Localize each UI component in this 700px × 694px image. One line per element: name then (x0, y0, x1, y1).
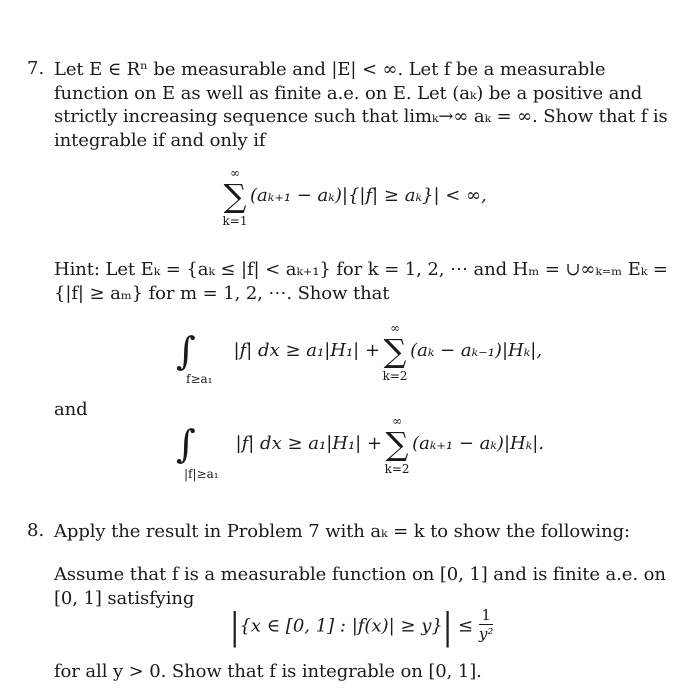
sum-lower-limit: k=2 (382, 369, 408, 383)
integral-subscript: f≥a₁ (186, 372, 213, 386)
problem-8-conclusion: for all y > 0. Show that f is integrable on [0, 1]. (54, 661, 482, 682)
sigma-icon: ∑ (383, 332, 407, 370)
hint-line-2: {|f| ≥ aₘ} for m = 1, 2, ⋯. Show that (54, 282, 390, 304)
fraction-numerator: 1 (479, 606, 494, 625)
main-equation-body: (aₖ₊₁ − aₖ)|{|f| ≥ aₖ}| < ∞, (250, 185, 487, 206)
integral-subscript: |f|≥a₁ (184, 467, 219, 481)
abs-bar-left: | (230, 605, 240, 648)
integral-icon: ∫ f≥a₁ (176, 332, 196, 370)
sum-upper-limit: ∞ (230, 166, 240, 180)
hint-line-1: Hint: Let Eₖ = {aₖ ≤ |f| < aₖ₊₁} for k = 1, 2, ⋯ and Hₘ = ∪∞ₖ₌ₘ Eₖ = (54, 259, 668, 280)
set-expression: {x ∈ [0, 1] : |f(x)| ≥ y} (239, 615, 443, 637)
statement-line-3: strictly increasing sequence such that limₖ→∞ aₖ = ∞. Show that f is (54, 106, 668, 127)
statement-line-2: function on E as well as finite a.e. on E. Let (aₖ) be a positive and (54, 82, 643, 104)
sum-symbol (382, 414, 412, 476)
inequality-2 (176, 414, 545, 481)
sigma-icon: ∑ (223, 177, 247, 215)
integral-icon: ∫ |f|≥a₁ (176, 425, 196, 463)
sum-upper-limit: ∞ (390, 321, 401, 335)
sum-symbol (220, 166, 250, 228)
problem-8-number: 8. (27, 520, 45, 541)
fraction-denominator: y² (478, 625, 494, 643)
fraction (479, 606, 494, 643)
inequality-2-lhs: |f| dx ≥ a₁|H₁| + (235, 433, 383, 454)
and-word: and (54, 399, 88, 420)
sigma-icon: ∑ (385, 425, 409, 463)
sum-lower-limit: k=2 (384, 462, 410, 476)
statement-line-1: Let E ∈ Rⁿ be measurable and |E| < ∞. Let f be a measurable (54, 59, 606, 80)
problem-8-assumption (54, 563, 669, 610)
abs-bar-right: | (442, 605, 453, 648)
sum-lower-limit: k=1 (222, 214, 248, 228)
inequality-2-rhs: (aₖ₊₁ − aₖ)|Hₖ|. (412, 433, 545, 454)
sum-upper-limit: ∞ (392, 414, 403, 428)
relation: ≤ (458, 615, 474, 637)
statement-line-4: integrable if and only if (54, 129, 266, 151)
assume-line-2: [0, 1] satisfying (54, 587, 195, 609)
hint (54, 258, 669, 305)
assume-line-1: Assume that f is a measurable function on [0, 1] and is finite a.e. on (54, 564, 666, 585)
inequality-1-rhs: (aₖ − aₖ₋₁)|Hₖ|, (410, 340, 543, 361)
inequality-1-lhs: |f| dx ≥ a₁|H₁| + (233, 340, 381, 361)
problem-8-equation (230, 605, 494, 648)
main-equation (220, 166, 487, 228)
problem-8-intro: Apply the result in Problem 7 with aₖ = k to show the following: (54, 521, 630, 542)
problem-7-number: 7. (27, 58, 45, 79)
inequality-1 (176, 321, 543, 386)
sum-symbol (380, 321, 410, 383)
problem-7-statement (54, 58, 669, 152)
